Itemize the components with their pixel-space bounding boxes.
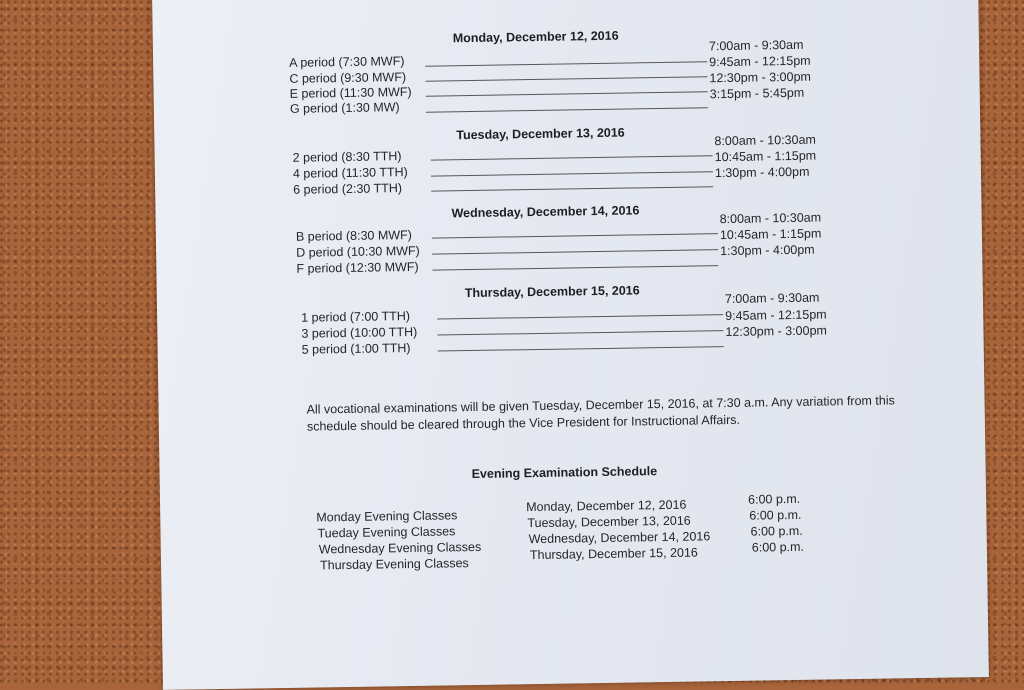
exam-time: 12:30pm - 3:00pm	[709, 69, 812, 86]
day-heading-tuesday: Tuesday, December 13, 2016	[456, 125, 625, 143]
leader-line	[425, 61, 707, 66]
evening-exam-date: Thursday, December 15, 2016	[529, 545, 698, 563]
leader-line	[438, 346, 724, 351]
evening-exam-time: 6:00 p.m.	[747, 491, 801, 507]
leader-line	[432, 249, 718, 254]
leader-line	[431, 155, 713, 160]
exam-time: 7:00am - 9:30am	[708, 37, 804, 54]
leader-line	[431, 186, 713, 191]
period-label: D period (10:30 MWF)	[296, 243, 420, 260]
exam-time: 8:00am - 10:30am	[714, 132, 816, 149]
leader-line	[437, 314, 723, 319]
evening-exam-date: Monday, December 12, 2016	[526, 497, 687, 515]
period-label: 3 period (10:00 TTH)	[301, 324, 418, 341]
exam-time: 8:00am - 10:30am	[719, 210, 822, 227]
leader-line	[432, 233, 718, 238]
evening-exam-date: Wednesday, December 14, 2016	[528, 529, 711, 547]
vocational-exam-note: All vocational examinations will be given Tuesday, December 15, 2016, at 7:30 a.m. Any variation from this schedule should be cleared through the Vice President for Instructional Affairs.	[306, 393, 895, 434]
period-label: 1 period (7:00 TTH)	[301, 308, 411, 325]
exam-time: 9:45am - 12:15pm	[709, 53, 811, 70]
leader-line	[426, 107, 708, 112]
evening-exam-time: 6:00 p.m.	[751, 539, 805, 555]
evening-exam-time: 6:00 p.m.	[750, 523, 803, 539]
exam-time: 1:30pm - 4:00pm	[720, 242, 815, 259]
exam-time: 12:30pm - 3:00pm	[725, 323, 827, 340]
period-label: F period (12:30 MWF)	[296, 259, 419, 276]
leader-line	[432, 265, 718, 270]
evening-classes-label: Monday Evening Classes	[316, 508, 458, 525]
period-label: E period (11:30 MWF)	[289, 84, 412, 101]
leader-line	[425, 76, 707, 81]
exam-time: 9:45am - 12:15pm	[725, 307, 827, 324]
evening-exam-time: 6:00 p.m.	[749, 507, 802, 523]
period-label: 4 period (11:30 TTH)	[292, 165, 408, 181]
leader-line	[431, 171, 713, 176]
exam-time: 7:00am - 9:30am	[724, 290, 820, 307]
exam-time: 1:30pm - 4:00pm	[714, 164, 810, 181]
evening-classes-label: Wednesday Evening Classes	[318, 539, 482, 557]
exam-schedule-paper	[152, 0, 989, 690]
exam-time: 10:45am - 1:15pm	[719, 226, 822, 243]
period-label: 5 period (1:00 TTH)	[301, 340, 411, 357]
period-label: 2 period (8:30 TTH)	[292, 149, 402, 165]
day-heading-monday: Monday, December 12, 2016	[452, 28, 619, 46]
period-label: G period (1:30 MW)	[289, 100, 400, 116]
period-label: A period (7:30 MWF)	[289, 54, 405, 70]
exam-time: 3:15pm - 5:45pm	[709, 85, 805, 102]
leader-line	[437, 330, 723, 335]
period-label: 6 period (2:30 TTH)	[293, 181, 403, 197]
period-label: B period (8:30 MWF)	[295, 227, 413, 244]
day-heading-wednesday: Wednesday, December 14, 2016	[451, 203, 640, 221]
evening-classes-label: Tueday Evening Classes	[317, 524, 456, 541]
exam-time: 10:45am - 1:15pm	[714, 148, 817, 165]
evening-exam-date: Tuesday, December 13, 2016	[527, 513, 691, 531]
day-heading-thursday: Thursday, December 15, 2016	[464, 283, 640, 301]
period-label: C period (9:30 MWF)	[289, 70, 407, 86]
leader-line	[426, 91, 708, 96]
evening-classes-label: Thursday Evening Classes	[319, 556, 469, 573]
evening-schedule-title: Evening Examination Schedule	[471, 464, 658, 482]
